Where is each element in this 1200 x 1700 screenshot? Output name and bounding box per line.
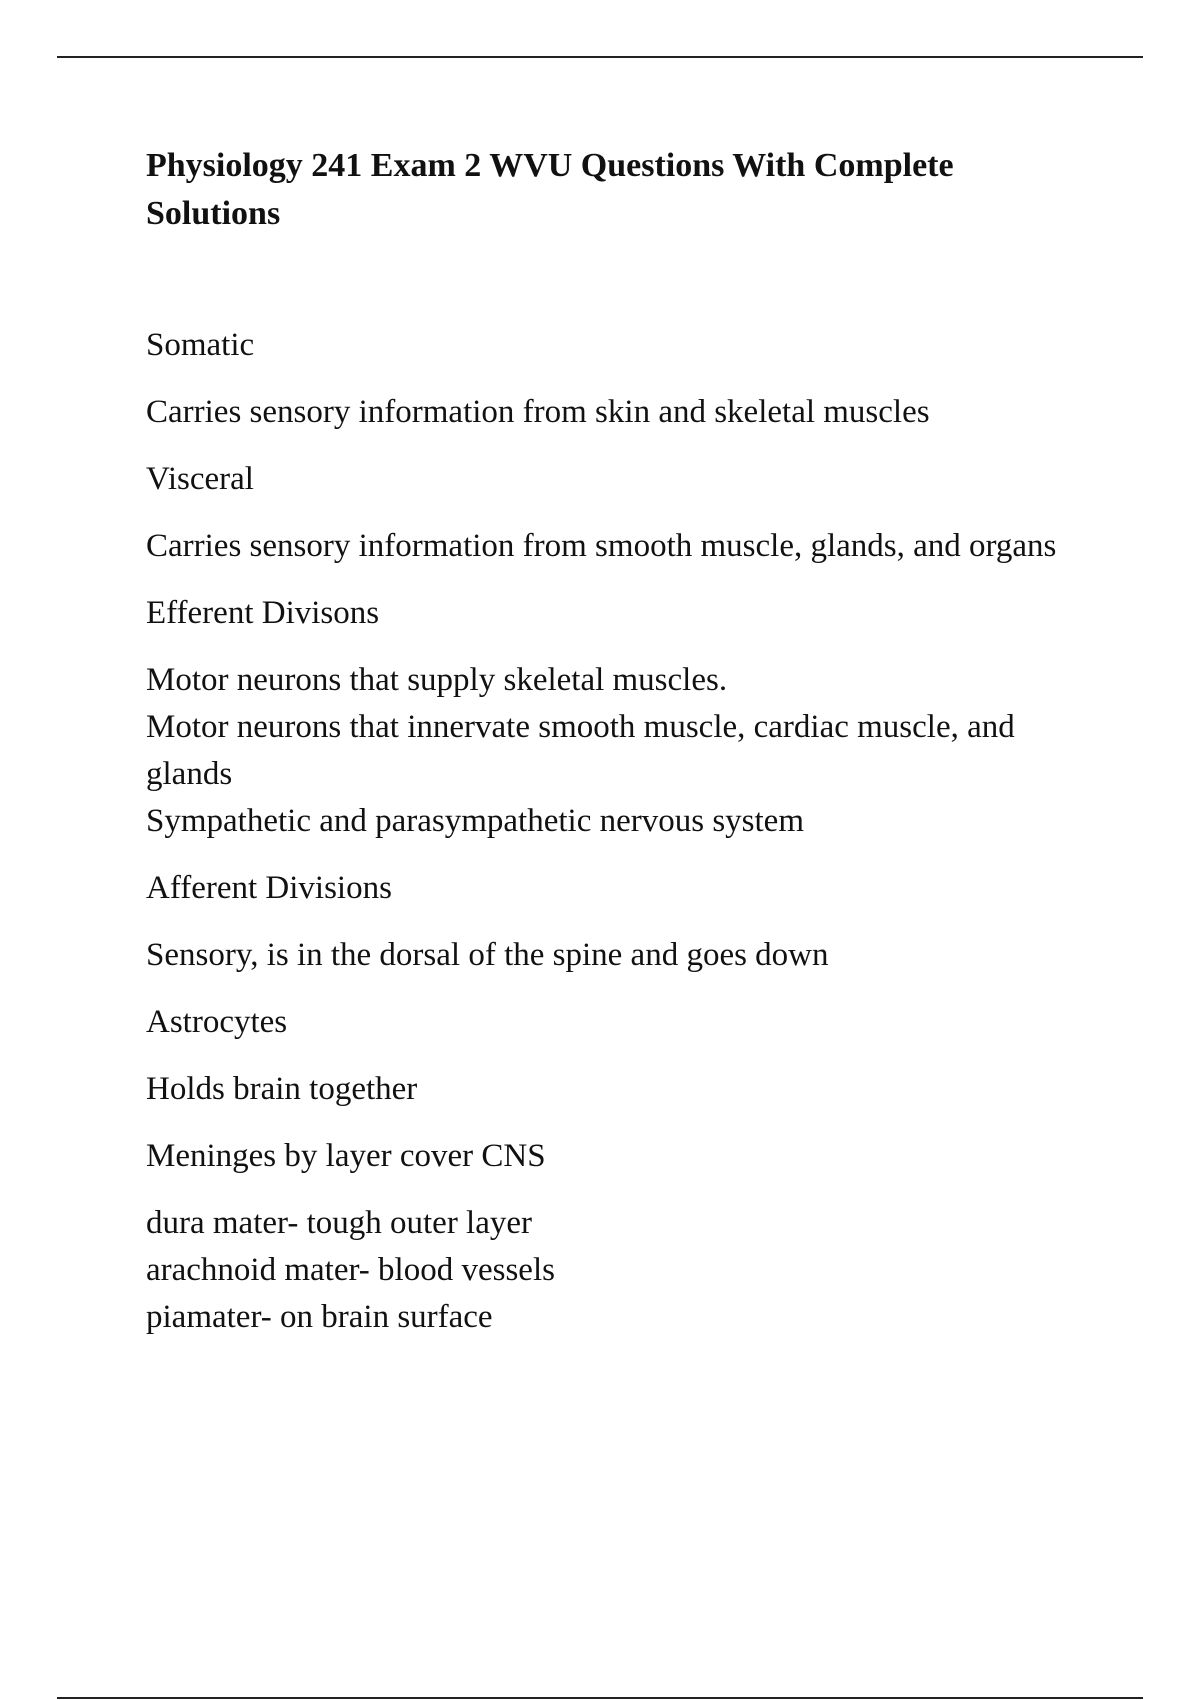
page-title: Physiology 241 Exam 2 WVU Questions With Complete Solutions [146, 147, 954, 232]
term: Meninges by layer cover CNS [146, 1138, 546, 1174]
definition-line: dura mater- tough outer layer [146, 1205, 533, 1241]
definition-line: arachnoid mater- blood vessels [146, 1252, 555, 1288]
definition-line: Carries sensory information from smooth muscle, glands, and organs [146, 528, 1057, 564]
definition-line: Carries sensory information from skin and skeletal muscles [146, 394, 930, 430]
qa-item-somatic [146, 322, 1076, 436]
definition [146, 932, 1076, 979]
term: Somatic [146, 327, 255, 363]
definition-line: Holds brain together [146, 1071, 418, 1107]
definition [146, 1066, 1076, 1113]
qa-item-meninges [146, 1133, 1076, 1341]
qa-item-afferent-divisions [146, 865, 1076, 979]
term: Efferent Divisons [146, 595, 380, 631]
qa-item-astrocytes [146, 999, 1076, 1113]
term: Afferent Divisions [146, 870, 392, 906]
qa-item-efferent-divisions [146, 590, 1076, 845]
qa-list [146, 322, 1076, 1341]
definition-line: Motor neurons that innervate smooth muscle, cardiac muscle, and glands [146, 709, 1015, 792]
document-body [146, 142, 1076, 1361]
definition-line: Motor neurons that supply skeletal muscles. [146, 662, 728, 698]
definition-line: Sensory, is in the dorsal of the spine and goes down [146, 937, 829, 973]
definition [146, 389, 1076, 436]
definition [146, 657, 1076, 845]
definition [146, 1200, 1076, 1341]
definition [146, 523, 1076, 570]
definition-line: Sympathetic and parasympathetic nervous system [146, 803, 805, 839]
term: Visceral [146, 461, 254, 497]
bottom-divider [57, 1697, 1143, 1699]
top-divider [57, 56, 1143, 58]
term: Astrocytes [146, 1004, 288, 1040]
definition-line: piamater- on brain surface [146, 1299, 493, 1335]
qa-item-visceral [146, 456, 1076, 570]
